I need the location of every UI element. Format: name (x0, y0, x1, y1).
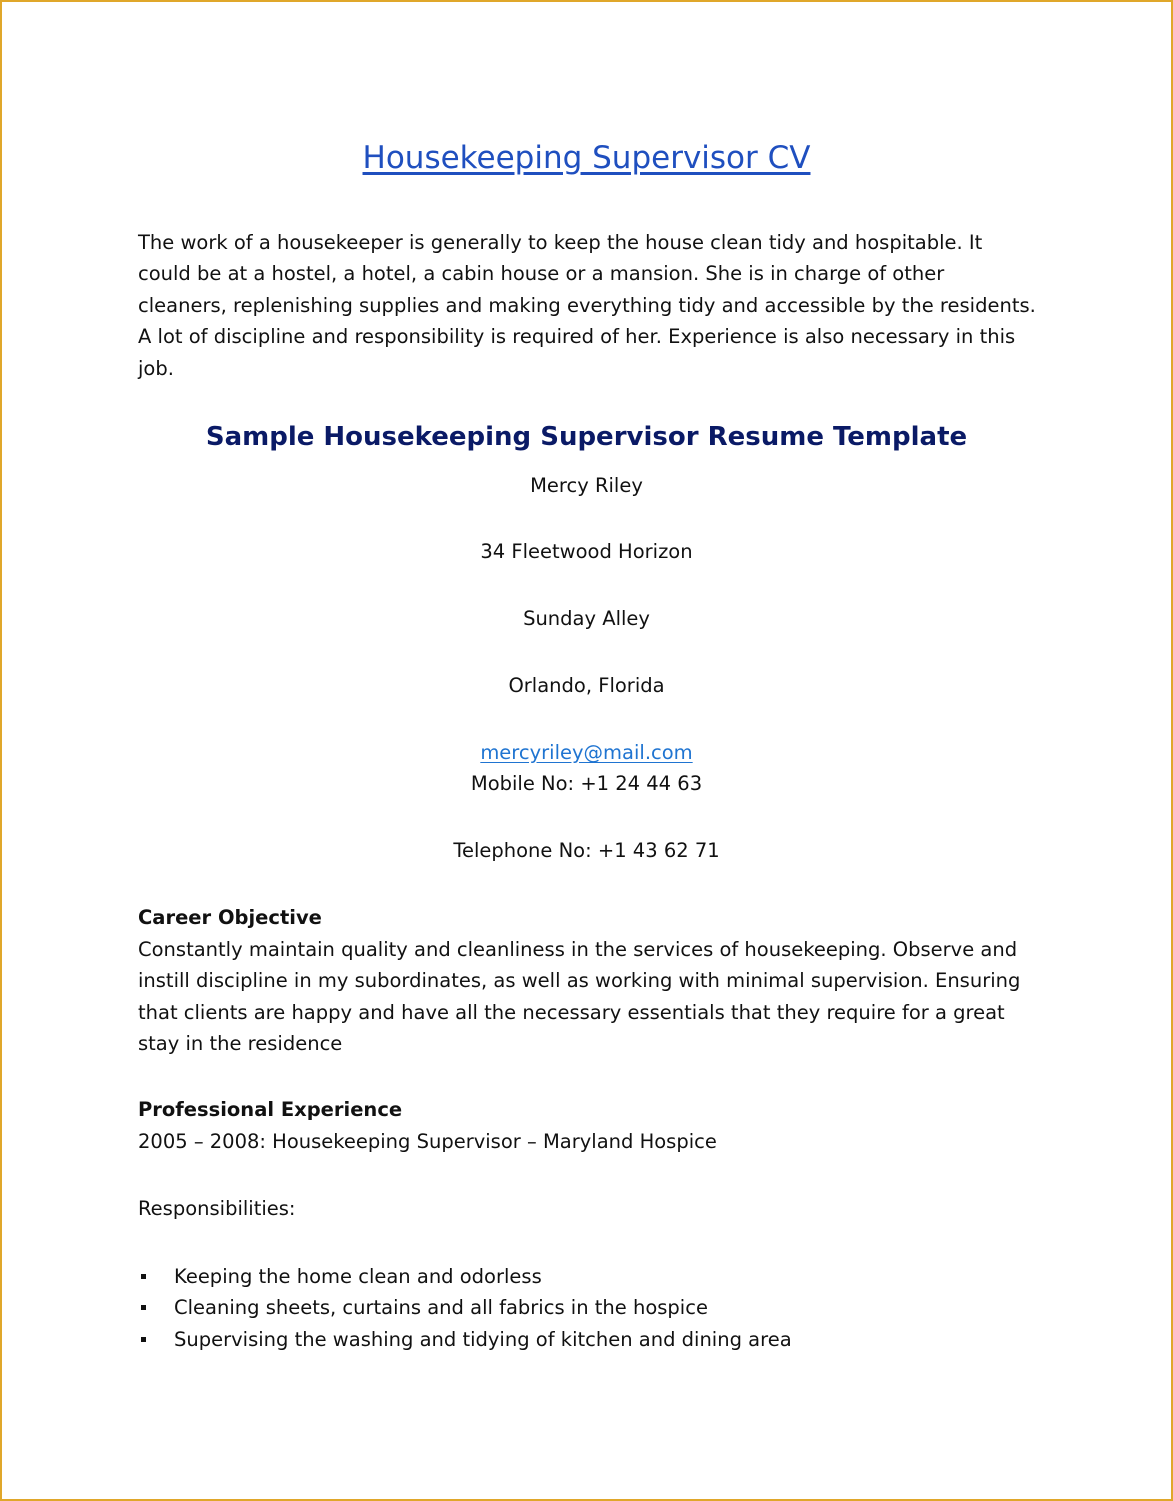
professional-experience-heading: Professional Experience (138, 1098, 403, 1121)
resume-template-heading: Sample Housekeeping Supervisor Resume Template (205, 422, 968, 452)
square-bullet-icon (141, 1305, 146, 1310)
responsibility-text: Supervising the washing and tidying of kitchen and dining area (174, 1327, 792, 1351)
contact-city-state: Orlando, Florida (508, 674, 665, 697)
responsibilities-list (138, 1261, 1038, 1355)
career-objective-text: Constantly maintain quality and cleanliness in the services of housekeeping. Observe and instill discipline in my subordinates, as well as working with minimal supervision. Ensuring that clients are happy and have all the necessary essentials that they require for a great stay in the residence (138, 938, 1021, 1056)
contact-email-link[interactable]: mercyriley@mail.com (480, 741, 693, 764)
contact-telephone: Telephone No: +1 43 62 71 (453, 839, 720, 862)
responsibilities-label: Responsibilities: (138, 1197, 296, 1220)
intro-paragraph: The work of a housekeeper is generally to keep the house clean tidy and hospitable. It could be at a hostel, a hotel, a cabin house or a mansion. She is in charge of other cleaners, replenishing supplies and making everything tidy and accessible by the residents. A lot of discipline and responsibility is required of her. Experience is also necessary in this job. (138, 231, 1036, 380)
responsibility-text: Keeping the home clean and odorless (174, 1265, 542, 1288)
responsibility-text: Cleaning sheets, curtains and all fabrics in the hospice (174, 1296, 708, 1320)
contact-address-line-2: Sunday Alley (523, 607, 650, 630)
square-bullet-icon (141, 1337, 146, 1342)
contact-email-line (0, 738, 1173, 768)
contact-mobile: Mobile No: +1 24 44 63 (470, 772, 703, 795)
square-bullet-icon (141, 1274, 146, 1279)
responsibility-item (138, 1261, 1038, 1292)
responsibility-item (138, 1324, 1038, 1355)
responsibility-item (138, 1292, 1038, 1323)
career-objective-heading: Career Objective (138, 906, 322, 929)
contact-name: Mercy Riley (530, 474, 643, 497)
contact-address-line-1: 34 Fleetwood Horizon (480, 540, 693, 563)
document-title-link[interactable]: Housekeeping Supervisor CV (362, 140, 811, 176)
experience-entry: 2005 – 2008: Housekeeping Supervisor – Maryland Hospice (138, 1130, 717, 1153)
